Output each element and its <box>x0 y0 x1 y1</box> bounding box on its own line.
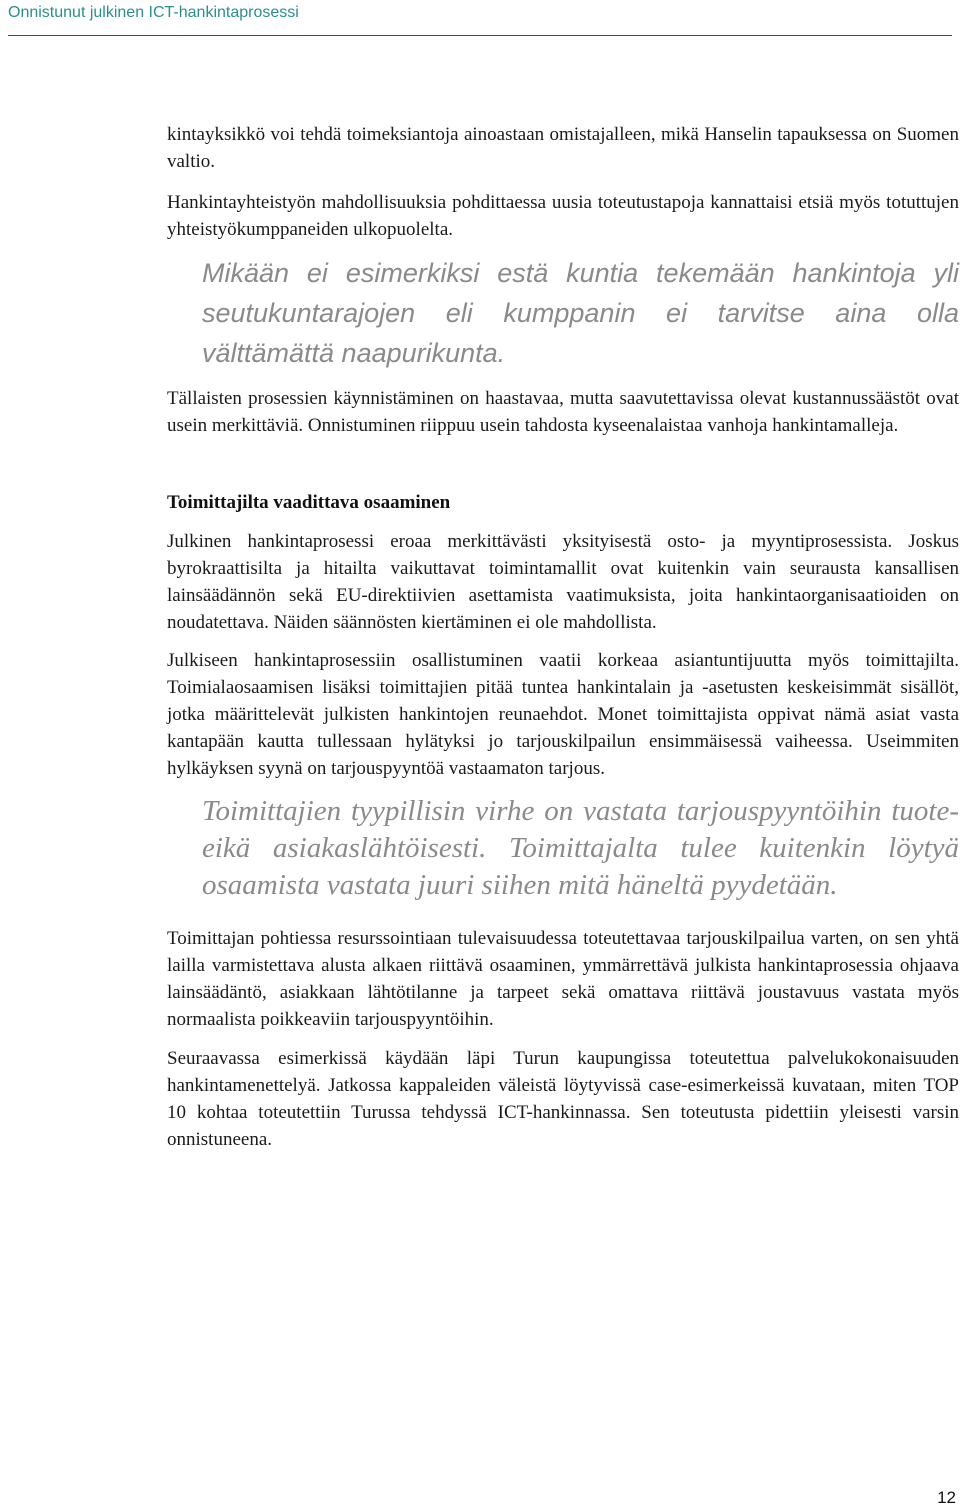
paragraph-6: Toimittajan pohtiessa resurssointiaan tulevaisuudessa toteutettavaa tarjouskilpailua varten, on sen yhtä lailla varmistettava alusta alkaen riittävä osaaminen, ymmärrettävä julkista hankintaprosessia ohjaava lainsäädäntö, asiakkaan lähtötilanne ja tarpeet sekä omattava riittävä joustavuus vastata myös normaalista poikkeaviin tarjouspyyntöihin. <box>167 928 959 1030</box>
document-title: Onnistunut julkinen ICT-hankintaprosessi <box>8 4 299 21</box>
paragraph-3: Tällaisten prosessien käynnistäminen on haastavaa, mutta saavutettavissa olevat kustannussäästöt ovat usein merkittäviä. Onnistuminen riippuu usein tahdosta kyseenalaistaa vanhoja hankintamalleja. <box>167 388 959 436</box>
paragraph-4: Julkinen hankintaprosessi eroaa merkittävästi yksityisestä osto- ja myyntiprosessista. Joskus byrokraattisilta ja hitailta vaikuttavat toimintamallit ovat kuitenkin vain seurausta kansallisen lainsäädännön sekä EU-direktiivien asettamista vaatimuksista, joita hankintaorganisaatioiden on noudatettava. Näiden säännösten kiertäminen ei ole mahdollista. <box>167 531 959 633</box>
pull-quote-1: Mikään ei esimerkiksi estä kuntia tekemään hankintoja yli seutukuntarajojen eli kumppanin ei tarvitse aina olla välttämättä naapurikunta. <box>202 258 959 368</box>
paragraph-7: Seuraavassa esimerkissä käydään läpi Turun kaupungissa toteutettua palvelukokonaisuuden hankintamenettelyä. Jatkossa kappaleiden väleistä löytyvissä case-esimerkeissä kuvataan, miten TOP 10 kohtaa toteutettiin Turussa tehdyssä ICT-hankinnassa. Sen toteutusta pidettiin yleisesti varsin onnistuneena. <box>167 1048 959 1150</box>
paragraph-5: Julkiseen hankintaprosessiin osallistuminen vaatii korkeaa asiantuntijuutta myös toimittajilta. Toimialaosaamisen lisäksi toimittajien pitää tuntea hankintalain ja -asetusten keskeisimmät sisällöt, jotka määrittelevät julkisten hankintojen reunaehdot. Monet toimittajista oppivat nämä asiat vasta kantapään kautta tullessaan hylätyksi jo tarjouskilpailun ensimmäisessä vaiheessa. Useimmiten hylkäyksen syynä on tarjouspyyntöä vastaamaton tarjous. <box>167 650 959 779</box>
header-divider <box>8 35 952 36</box>
section-heading: Toimittajilta vaadittava osaaminen <box>167 492 451 513</box>
paragraph-2: Hankintayhteistyön mahdollisuuksia pohdittaessa uusia toteutustapoja kannattaisi etsiä myös totuttujen yhteistyökumppaneiden ulkopuolelta. <box>167 192 959 240</box>
pull-quote-2: Toimittajien tyypillisin virhe on vastata tarjouspyyntöihin tuote- eikä asiakaslähtöisesti. Toimittajalta tulee kuitenkin löytyä osaamista vastata juuri siihen mitä häneltä pyydetään. <box>202 795 959 901</box>
page-header <box>8 2 952 38</box>
page-number: 12 <box>937 1488 956 1507</box>
document-body <box>167 121 959 1153</box>
paragraph-1: kintayksikkö voi tehdä toimeksiantoja ainoastaan omistajalleen, mikä Hanselin tapauksessa on Suomen valtio. <box>167 124 959 172</box>
